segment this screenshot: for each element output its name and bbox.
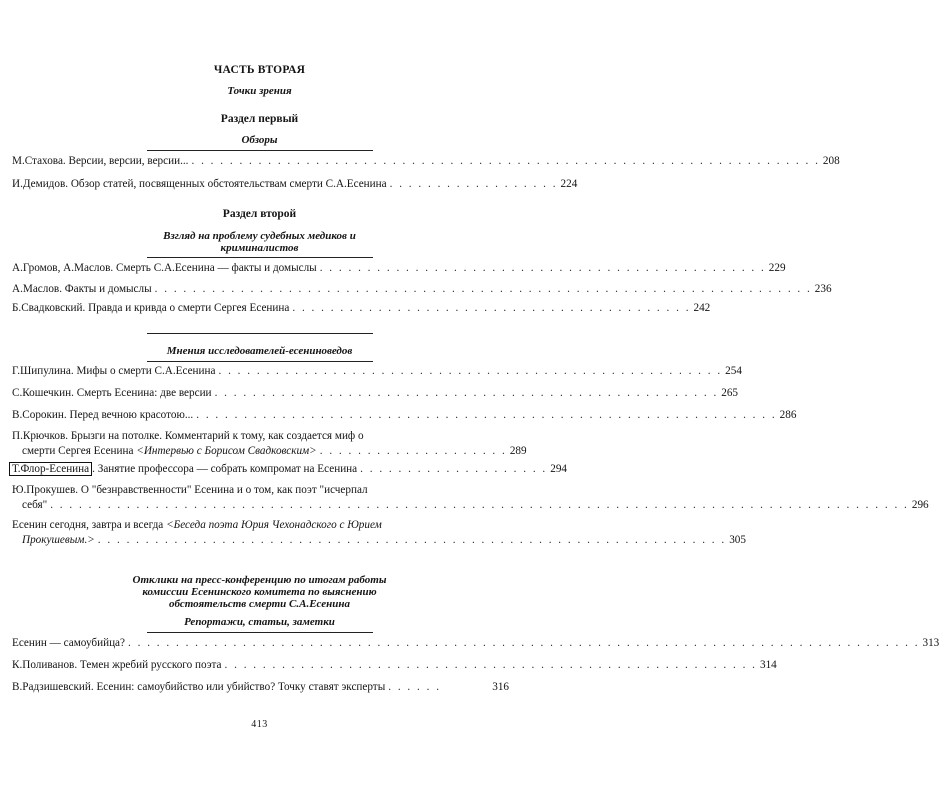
entry-title-line2: Прокушевым.>: [22, 534, 95, 546]
page-number: 286: [779, 409, 797, 421]
page-number: 254: [725, 365, 742, 377]
leader-dots: . . . . . . . . . . . . . . . . . . . . . . . . . . . . . . . . . . . . . . . . . . . . . . . . . . . . .: [218, 365, 723, 377]
part-heading: ЧАСТЬ ВТОРАЯ: [213, 64, 306, 76]
toc-entry: [12, 483, 929, 513]
page-number: 224: [560, 178, 578, 190]
entry-title: К.Поливанов. Темен жребий русского поэта: [12, 659, 222, 671]
section4-rule: [147, 632, 373, 633]
leader-dots: . . . . . . . . . . . . . . . . . . . . . . . . . . . . . . . . . . . . . . . . . . . . . . . . . . . . . . . . . . . . . . . . . .: [97, 534, 727, 546]
toc-entry: [12, 177, 578, 192]
entry-title: [12, 462, 357, 477]
entry-title: И.Демидов. Обзор статей, посвященных обстоятельствам смерти С.А.Есенина: [12, 178, 387, 190]
toc-entry: [12, 282, 832, 297]
entry-title-plain: Есенин сегодня, завтра и всегда: [12, 519, 167, 531]
leader-dots: . . . . . . . . . . . . . . . . . . . . . . . . . . . . . . . . . . . . . . . . . . . . . . . . . . . . . . . . . . . . . . . . . .: [191, 155, 820, 167]
entry-title-line2: себя": [22, 499, 48, 511]
toc-entry: [12, 408, 797, 423]
section2-heading: Раздел второй: [222, 208, 297, 220]
entry-title: В.Радзишевский. Есенин: самоубийство или убийство? Точку ставят эксперты: [12, 681, 386, 693]
leader-dots: . . . . . . . . . . . . . . . . . . . .: [360, 463, 548, 475]
page-number: 313: [922, 637, 939, 649]
leader-dots: . . . . . . . . . . . . . . . . . .: [389, 178, 558, 190]
page-number: 296: [911, 499, 929, 511]
section2-rule: [147, 257, 373, 258]
section4-heading-line3: обстоятельств смерти С.А.Есенина: [169, 598, 350, 610]
part-subtitle: Точки зрения: [227, 85, 292, 97]
entry-title: Г.Шипулина. Мифы о смерти С.А.Есенина: [12, 365, 216, 377]
toc-entry: [12, 261, 786, 276]
page-number: 289: [509, 445, 527, 457]
toc-entry: [12, 658, 777, 673]
section4-heading-line1: Отклики на пресс-конференцию по итогам работы: [132, 574, 387, 586]
page-number: 316: [492, 681, 509, 693]
toc-entry: [12, 429, 527, 459]
section1-heading: Раздел первый: [220, 113, 299, 125]
leader-dots: . . . . . . . . . . . . . . . . . . . . . . . . . . . . . . . . . . . . . . . . . . . . . . . . . . . . . . . . . . . . . . . . . . . . .: [154, 283, 812, 295]
toc-entry: [12, 636, 939, 651]
section3-rule: [147, 361, 373, 362]
page-folio: 413: [251, 719, 268, 730]
entry-title: А.Громов, А.Маслов. Смерть С.А.Есенина — факты и домыслы: [12, 262, 317, 274]
toc-entry: [12, 518, 746, 548]
leader-dots: . . . . . . . . . . . . . . . . . . . . . . . . . . . . . . . . . . . . . . . . . .: [292, 302, 691, 314]
page-number: 294: [550, 463, 567, 475]
section3-subheading: Мнения исследователей-есениноведов: [166, 345, 353, 357]
section4-heading: [0, 574, 519, 610]
leader-dots: . . . . . . . . . . . . . . . . . . . . . . . . . . . . . . . . . . . . . . . . . . . . . . . . . . . . . . . . . . . . .: [196, 409, 777, 421]
entry-title: М.Стахова. Версии, версии, версии...: [12, 155, 189, 167]
leader-dots: . . . . . . . . . . . . . . . . . . . .: [319, 445, 507, 457]
leader-dots: . . . . . . . . . . . . . . . . . . . . . . . . . . . . . . . . . . . . . . . . . . . . . . . . . . . . . . . .: [224, 659, 757, 671]
entry-title-rest: . Занятие профессора — собрать компромат на Есенина: [92, 463, 358, 475]
entry-title-line1: [12, 518, 509, 533]
leader-dots: . . . . . . . . . . . . . . . . . . . . . . . . . . . . . . . . . . . . . . . . . . . . . . .: [319, 262, 766, 274]
leader-dots: . . . . . . . . . . . . . . . . . . . . . . . . . . . . . . . . . . . . . . . . . . . . . . . . . . . . . . . . . . . . . . . . . . . . . . . . . . . . . . . . . . . . . . . . . .: [50, 499, 909, 511]
entry-title-line2: [22, 444, 317, 459]
entry-title-line1: П.Крючков. Брызги на потолке. Комментарий к тому, как создается миф о: [12, 430, 364, 442]
leader-dots: . . . . . . . . . . . . . . . . . . . . . . . . . . . . . . . . . . . . . . . . . . . . . . . . . . . . . . . . . . . . . . . . . . . . . . . . . . . . . . . . . . .: [128, 637, 920, 649]
page-number: 229: [768, 262, 786, 274]
leader-dots: . . . . . .: [388, 681, 441, 693]
page-number: 208: [822, 155, 840, 167]
page-number: 305: [729, 534, 746, 546]
section1-rule: [147, 150, 373, 151]
toc-entry: [12, 680, 509, 695]
highlight-box: Т.Флор-Есенина: [9, 462, 92, 476]
section2-subheading: [0, 230, 519, 254]
section2-subheading-line1: Взгляд на проблему судебных медиков и: [163, 230, 356, 242]
entry-title-plain: смерти Сергея Есенина: [22, 445, 137, 457]
section1-subheading: Обзоры: [241, 134, 278, 146]
entry-title: А.Маслов. Факты и домыслы: [12, 283, 152, 295]
section2-subheading-line2: криминалистов: [220, 242, 299, 254]
page-number: 236: [814, 283, 832, 295]
toc-entry: [12, 154, 840, 169]
toc-entry: [12, 462, 567, 477]
section3-top-rule: [147, 333, 373, 334]
toc-entry: [12, 301, 711, 316]
leader-dots: . . . . . . . . . . . . . . . . . . . . . . . . . . . . . . . . . . . . . . . . . . . . . . . . . . . . .: [214, 387, 719, 399]
section4-subheading: Репортажи, статьи, заметки: [184, 616, 335, 628]
section4-heading-line2: комиссии Есенинского комитета по выяснению: [142, 586, 377, 598]
page-number: 314: [759, 659, 777, 671]
toc-entry: [12, 386, 739, 401]
entry-title: В.Сорокин. Перед вечною красотою...: [12, 409, 194, 421]
toc-entry: [12, 364, 742, 379]
entry-title-italic: <Беседа поэта Юрия Чехонадского с Юрием: [166, 519, 382, 531]
entry-title-italic: <Интервью с Борисом Свадковским>: [136, 445, 317, 457]
page-number: 265: [721, 387, 739, 399]
page-number: 242: [693, 302, 711, 314]
entry-title-line1: Ю.Прокушев. О "безнравственности" Есенина и о том, как поэт "исчерпал: [12, 484, 368, 496]
entry-title: С.Кошечкин. Смерть Есенина: две версии: [12, 387, 212, 399]
entry-title: Есенин — самоубийца?: [12, 637, 125, 649]
entry-title: Б.Свадковский. Правда и кривда о смерти Сергея Есенина: [12, 302, 290, 314]
